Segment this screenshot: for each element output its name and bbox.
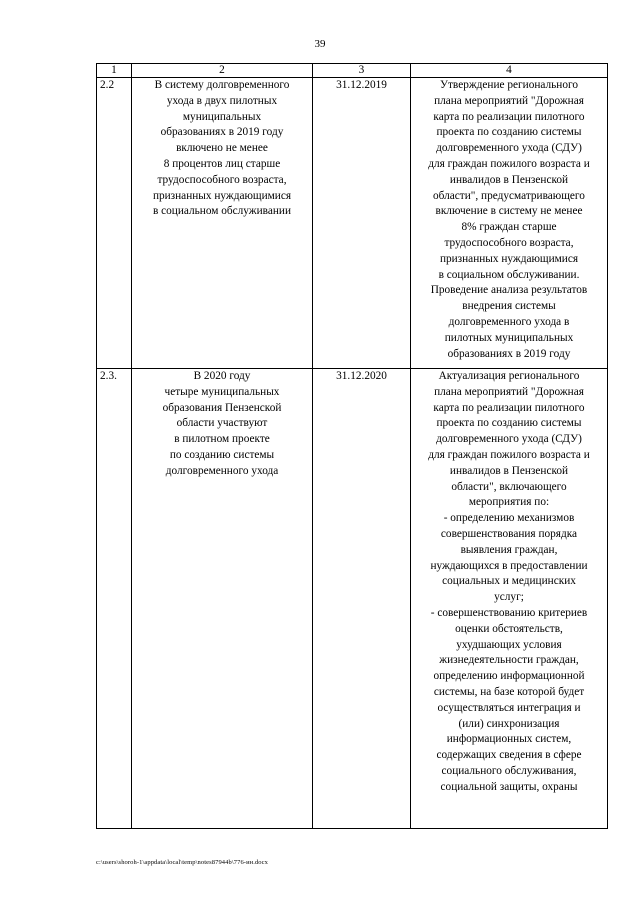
text-line: долговременного ухода (СДУ) — [436, 433, 582, 446]
text-line: для граждан пожилого возраста и — [428, 157, 590, 170]
column-header-3: 3 — [313, 64, 411, 78]
text-line: совершенствования порядка — [440, 527, 578, 540]
text-line: включение в систему не менее — [435, 205, 583, 218]
deadline-cell: 31.12.2020 — [313, 369, 411, 829]
text-line: образования Пензенской — [162, 401, 282, 414]
text-line: долговременного ухода — [165, 464, 279, 477]
text-line: инвалидов в Пензенской — [449, 173, 569, 186]
text-line: 8 процентов лиц старше — [163, 157, 281, 170]
text-line: в пилотном проекте — [174, 433, 270, 446]
text-line: образованиях в 2019 году — [447, 347, 571, 360]
text-line: социальных и медицинских — [442, 575, 576, 588]
text-line: области участвуют — [176, 417, 268, 430]
text-line: карта по реализации пилотного — [433, 401, 585, 414]
column-header-4: 4 — [411, 64, 608, 78]
text-line: образованиях в 2019 году — [160, 126, 284, 139]
text-line: четыре муниципальных — [164, 385, 280, 398]
event-cell — [411, 369, 608, 829]
text-line: области", предусматривающего — [433, 189, 585, 202]
text-line: В систему долговременного — [154, 79, 290, 91]
text-line: признанных нуждающимися — [152, 189, 292, 202]
text-line: нуждающихся в предоставлении — [430, 559, 588, 572]
text-line: инвалидов в Пензенской — [449, 464, 569, 477]
text-line: В 2020 году — [193, 370, 251, 382]
text-line: осуществляться интеграция и — [437, 701, 581, 714]
event-cell — [411, 78, 608, 369]
text-line: проекта по созданию системы — [436, 126, 582, 139]
text-line: социального обслуживания, — [441, 764, 577, 777]
text-line: Проведение анализа результатов — [430, 284, 588, 297]
text-line: 8% граждан старше — [461, 221, 557, 234]
text-line: карта по реализации пилотного — [433, 110, 585, 123]
text-line: социальной защиты, охраны — [440, 780, 578, 793]
text-line: проекта по созданию системы — [436, 417, 582, 430]
text-line: по созданию системы — [169, 448, 275, 461]
text-line: для граждан пожилого возраста и — [428, 448, 590, 461]
table-header-row — [97, 64, 608, 78]
page-number: 39 — [314, 38, 326, 50]
column-header-1: 1 — [97, 64, 132, 78]
text-line: долговременного ухода (СДУ) — [436, 142, 582, 155]
row-number: 2.2 — [97, 78, 132, 369]
text-line: в социальном обслуживании — [152, 205, 291, 218]
text-line: области", включающего — [451, 480, 567, 493]
text-line: жизнедеятельности граждан, — [439, 654, 579, 667]
text-line: Актуализация регионального — [438, 370, 580, 382]
deadline-cell: 31.12.2019 — [313, 78, 411, 369]
text-line: трудоспособного возраста, — [157, 173, 287, 186]
text-line: информационных систем, — [446, 733, 572, 746]
text-line: плана мероприятий "Дорожная — [434, 385, 584, 398]
text-line: услуг; — [494, 591, 524, 604]
text-line: Утверждение регионального — [440, 79, 578, 91]
text-line: содержащих сведения в сфере — [436, 749, 582, 762]
text-line: внедрения системы — [462, 300, 556, 313]
text-line: мероприятия по: — [468, 496, 550, 509]
table-row — [97, 369, 608, 829]
text-line: муниципальных — [182, 110, 262, 123]
text-line: долговременного ухода в — [448, 315, 570, 328]
text-line: оценки обстоятельств, — [455, 622, 563, 635]
column-header-2: 2 — [132, 64, 313, 78]
row-number: 2.3. — [97, 369, 132, 829]
plan-table — [96, 63, 608, 829]
text-line: выявления граждан, — [460, 543, 558, 556]
text-line: системы, на базе которой будет — [433, 685, 585, 698]
result-cell — [132, 369, 313, 829]
text-line: пилотных муниципальных — [444, 331, 574, 344]
text-line: включено не менее — [176, 142, 268, 155]
text-line: - совершенствованию критериев — [430, 606, 588, 619]
footer-file-path: c:\users\shoroh-1\appdata\local\temp\notes87944b\776-ин.docx — [96, 859, 268, 866]
text-line: (или) синхронизация — [458, 717, 560, 730]
table-row — [97, 78, 608, 369]
text-line: признанных нуждающимися — [439, 252, 579, 265]
text-line: ухода в двух пилотных — [166, 94, 278, 107]
result-cell — [132, 78, 313, 369]
text-line: определению информационной — [433, 670, 585, 683]
text-line: в социальном обслуживании. — [438, 268, 580, 281]
text-line: трудоспособного возраста, — [444, 236, 574, 249]
text-line: ухудшающих условия — [456, 638, 562, 651]
text-line: - определению механизмов — [443, 512, 575, 525]
text-line: плана мероприятий "Дорожная — [434, 94, 584, 107]
